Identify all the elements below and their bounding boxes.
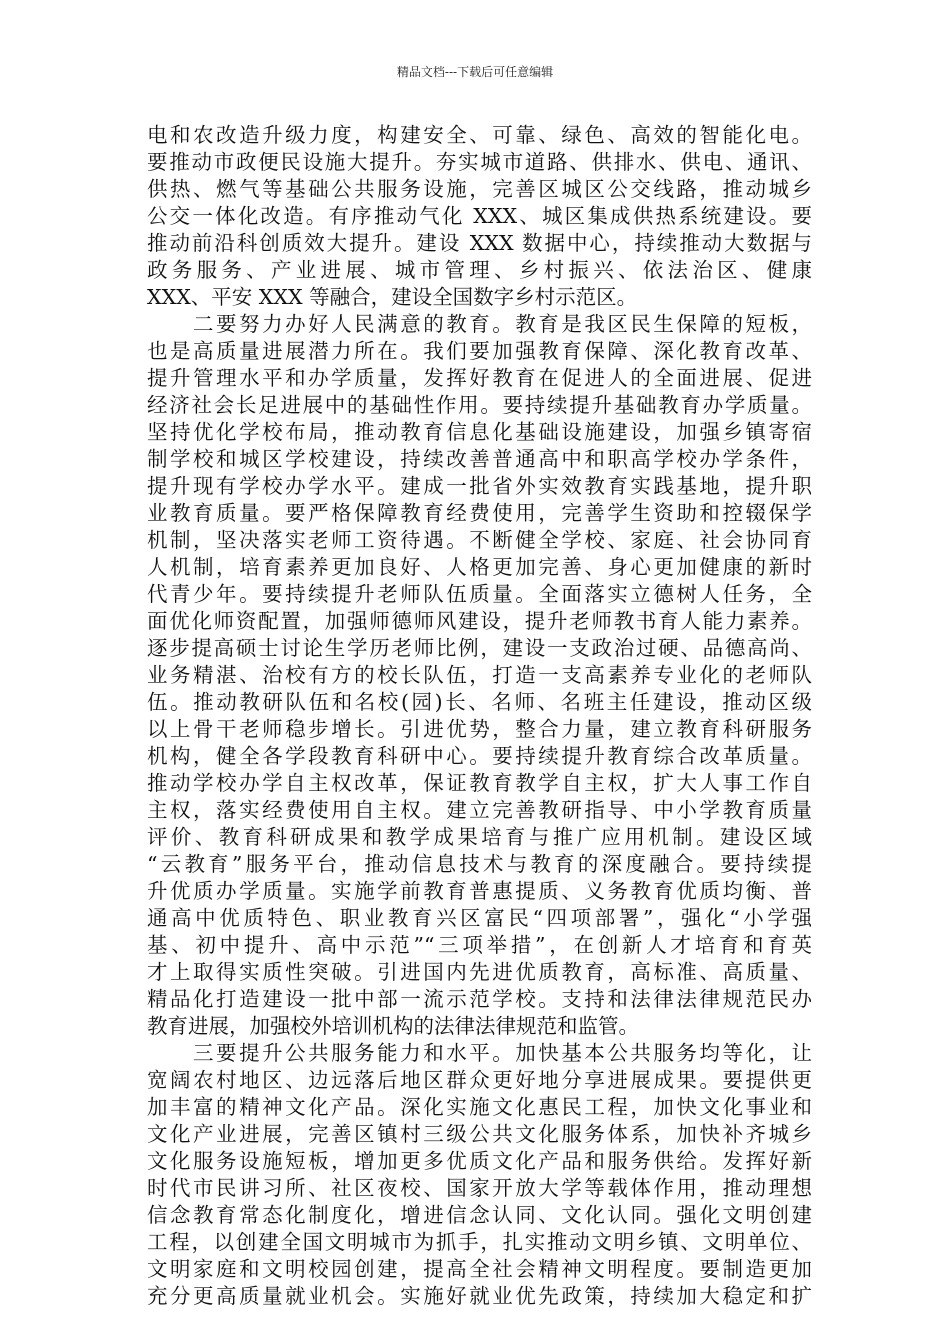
text-line: 机构，健全各学段教育科研中心。要持续提升教育综合改革质量。 (147, 744, 812, 768)
text-line: 代青少年。要持续提升老师队伍质量。全面落实立德树人任务，全 (147, 582, 812, 606)
document-body (147, 122, 812, 1310)
text-line: 逐步提高硕士讨论生学历老师比例，建设一支政治过硬、品德高尚、 (147, 636, 812, 660)
text-line: 信念教育常态化制度化，增进信念认同、文化认同。强化文明创建 (147, 1203, 812, 1227)
text-line: 时代市民讲习所、社区夜校、国家开放大学等载体作用，推动理想 (147, 1176, 812, 1200)
text-line: 机制，坚决落实老师工资待遇。不断健全学校、家庭、社会协同育 (147, 528, 812, 552)
text-line: 要推动市政便民设施大提升。夯实城市道路、供排水、供电、通讯、 (147, 150, 812, 174)
text-line: 推动前沿科创质效大提升。建设 XXX 数据中心，持续推动大数据与 (147, 231, 812, 255)
text-line: 坚持优化学校布局，推动教育信息化基础设施建设，加强乡镇寄宿 (147, 420, 812, 444)
text-line: 主权，落实经费使用自主权。建立完善教研指导、中小学教育质量 (147, 798, 812, 822)
text-line: 工程，以创建全国文明城市为抓手，扎实推动文明乡镇、文明单位、 (147, 1230, 812, 1254)
text-line: 以上骨干老师稳步增长。引进优势，整合力量，建立教育科研服务 (147, 717, 812, 741)
text-line: 提升管理水平和办学质量，发挥好教育在促进人的全面进展、促进 (147, 366, 812, 390)
text-line: 精品化打造建设一批中部一流示范学校。支持和法律法律规范民办 (147, 987, 812, 1011)
text-line: 伍。推动教研队伍和名校(园)长、名师、名班主任建设，推动区级 (147, 690, 812, 714)
text-line: 电和农改造升级力度，构建安全、可靠、绿色、高效的智能化电。 (147, 123, 812, 147)
text-line: 文化服务设施短板，增加更多优质文化产品和服务供给。发挥好新 (147, 1149, 812, 1173)
text-line: 经济社会长足进展中的基础性作用。要持续提升基础教育办学质量。 (147, 393, 812, 417)
text-line: 评价、教育科研成果和教学成果培育与推广应用机制。建设区域 (147, 825, 812, 849)
text-line: 业务精湛、治校有方的校长队伍，打造一支高素养专业化的老师队 (147, 663, 812, 687)
text-line: 公交一体化改造。有序推动气化 XXX、城区集成供热系统建设。要 (147, 204, 812, 228)
text-line: 通高中优质特色、职业教育兴区富民“四项部署”，强化“小学强 (147, 906, 812, 930)
text-line: 升优质办学质量。实施学前教育普惠提质、义务教育优质均衡、普 (147, 879, 812, 903)
text-line: 人机制，培育素养更加良好、人格更加完善、身心更加健康的新时 (147, 555, 812, 579)
text-line: 宽阔农村地区、边远落后地区群众更好地分享进展成果。要提供更 (147, 1068, 812, 1092)
text-line: 基、初中提升、高中示范”“三项举措”，在创新人才培育和育英 (147, 933, 812, 957)
text-line: 供热、燃气等基础公共服务设施，完善区城区公交线路，推动城乡 (147, 177, 812, 201)
text-line: 推动学校办学自主权改革，保证教育教学自主权，扩大人事工作自 (147, 771, 812, 795)
text-line: 教育进展，加强校外培训机构的法律法律规范和监管。 (147, 1014, 639, 1038)
text-line: 也是高质量进展潜力所在。我们要加强教育保障、深化教育改革、 (147, 339, 812, 363)
text-line: 提升现有学校办学水平。建成一批省外实效教育实践基地，提升职 (147, 474, 812, 498)
page-header: 精品文档---下载后可任意编辑 (396, 65, 554, 79)
text-line: 政务服务、产业进展、城市管理、乡村振兴、依法治区、健康 (147, 258, 812, 282)
text-line: 文化产业进展，完善区镇村三级公共文化服务体系，加快补齐城乡 (147, 1122, 812, 1146)
text-line: XXX、平安 XXX 等融合，建设全国数字乡村示范区。 (147, 285, 638, 309)
text-line: 制学校和城区学校建设，持续改善普通高中和职高学校办学条件， (147, 447, 812, 471)
text-line: “云教育”服务平台，推动信息技术与教育的深度融合。要持续提 (147, 852, 812, 876)
text-line: 三要提升公共服务能力和水平。加快基本公共服务均等化，让 (147, 1041, 812, 1065)
text-line: 面优化师资配置，加强师德师风建设，提升老师教书育人能力素养。 (147, 609, 812, 633)
text-line: 才上取得实质性突破。引进国内先进优质教育，高标准、高质量、 (147, 960, 812, 984)
text-line: 业教育质量。要严格保障教育经费使用，完善学生资助和控辍保学 (147, 501, 812, 525)
text-line: 文明家庭和文明校园创建，提高全社会精神文明程度。要制造更加 (147, 1257, 812, 1281)
text-line: 加丰富的精神文化产品。深化实施文化惠民工程，加快文化事业和 (147, 1095, 812, 1119)
text-line: 二要努力办好人民满意的教育。教育是我区民生保障的短板， (147, 312, 812, 336)
text-line: 充分更高质量就业机会。实施好就业优先政策，持续加大稳定和扩 (147, 1284, 812, 1308)
